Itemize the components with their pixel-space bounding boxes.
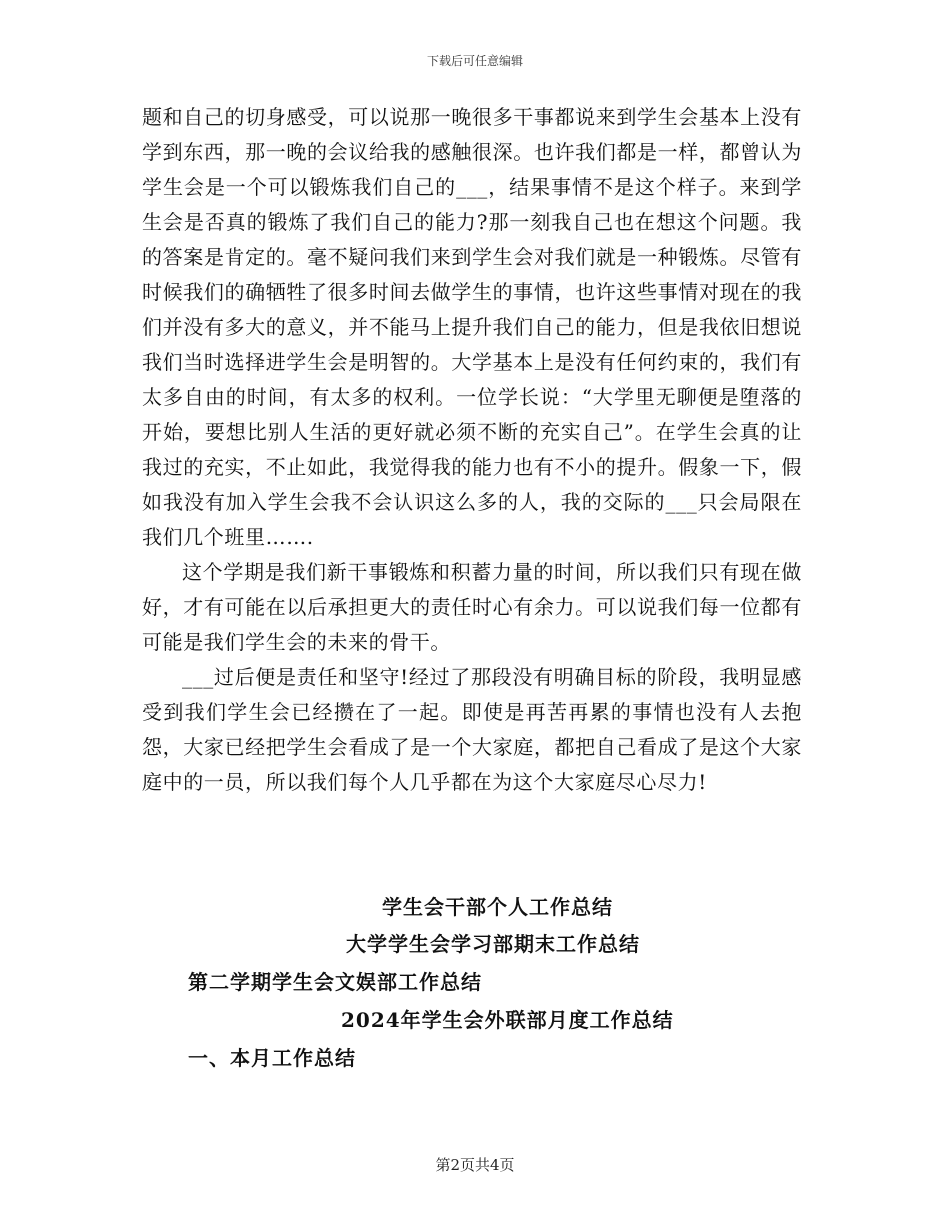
body-text bbox=[142, 100, 802, 800]
page-footer: 第2页共4页 bbox=[435, 1156, 515, 1174]
page-header: 下载后可任意编辑 bbox=[426, 54, 523, 68]
heading-study-dept-summary: 大学学生会学习部期末工作总结 bbox=[346, 932, 640, 956]
heading-liaison-dept-summary: 2024年学生会外联部月度工作总结 bbox=[341, 1008, 674, 1032]
heading-personal-summary: 学生会干部个人工作总结 bbox=[382, 895, 613, 919]
paragraph-3: ___过后便是责任和坚守!经过了那段没有明确目标的阶段，我明显感受到我们学生会已经攒在了一起。即使是再苦再累的事情也没有人去抱怨，大家已经把学生会看成了是一个大家庭，都把自己看成了是这个大家庭中的一员，所以我们每个人几乎都在为这个大家庭尽心尽力! bbox=[142, 665, 802, 794]
heading-monthly-summary: 一、本月工作总结 bbox=[188, 1046, 356, 1070]
heading-entertainment-dept-summary: 第二学期学生会文娱部工作总结 bbox=[188, 970, 482, 994]
paragraph-1: 题和自己的切身感受，可以说那一晚很多干事都说来到学生会基本上没有学到东西，那一晚的会议给我的感触很深。也许我们都是一样，都曾认为学生会是一个可以锻炼我们自己的___，结果事情不是这个样子。来到学生会是否真的锻炼了我们自己的能力?那一刻我自己也在想这个问题。我的答案是肯定的。毫不疑问我们来到学生会对我们就是一种锻炼。尽管有时候我们的确牺牲了很多时间去做学生的事情，也许这些事情对现在的我们并没有多大的意义，并不能马上提升我们自己的能力，但是我依旧想说我们当时选择进学生会是明智的。大学基本上是没有任何约束的，我们有太多自由的时间，有太多的权利。一位学长说：“大学里无聊便是堕落的开始，要想比别人生活的更好就必须不断的充实自己”。在学生会真的让我过的充实，不止如此，我觉得我的能力也有不小的提升。假象一下，假如我没有加入学生会我不会认识这么多的人，我的交际的___只会局限在我们几个班里……. bbox=[142, 105, 802, 549]
paragraph-2: 这个学期是我们新干事锻炼和积蓄力量的时间，所以我们只有现在做好，才有可能在以后承担更大的责任时心有余力。可以说我们每一位都有可能是我们学生会的未来的骨干。 bbox=[142, 560, 802, 654]
